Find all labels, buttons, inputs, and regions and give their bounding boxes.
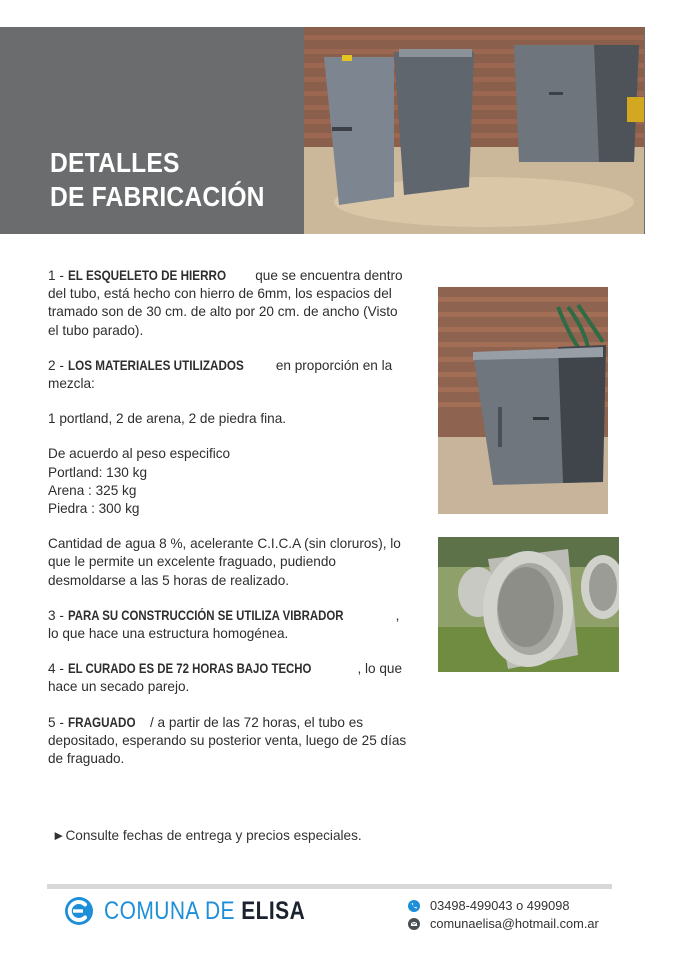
brand-logo xyxy=(64,894,343,928)
title-line-1: DETALLES xyxy=(50,147,180,178)
email-icon xyxy=(408,918,420,930)
email-address[interactable]: comunaelisa@hotmail.com.ar xyxy=(430,916,599,931)
contact-info xyxy=(408,897,599,933)
paragraph-setting: 5 - FRAGUADO / a partir de las 72 horas, el tubo es depositado, esperando su posterior venta, luego de 25 días de fraguado. xyxy=(48,714,407,767)
title-line-2: DE FABRICACIÓN xyxy=(50,181,265,212)
paragraph-skeleton: 1 - EL ESQUELETO DE HIERRO que se encuentra dentro del tubo, está hecho con hierro de 6mm, los espacios del tramado son de 30 cm. de alto por 20 cm. de ancho (Visto el tubo parado). xyxy=(48,268,403,338)
phone-icon xyxy=(408,900,420,912)
finished-tubes-photo xyxy=(438,537,619,672)
body-text xyxy=(48,267,408,785)
footer-divider xyxy=(47,884,612,889)
paragraph-curing: 4 - EL CURADO ES DE 72 HORAS BAJO TECHO , lo que hace un secado parejo. xyxy=(48,661,403,695)
mold-single-photo xyxy=(438,287,608,514)
page-title xyxy=(50,146,265,214)
molds-photo xyxy=(304,27,644,234)
paragraph-proportion: 1 portland, 2 de arena, 2 de piedra fina. xyxy=(48,411,287,427)
paragraph-water: Cantidad de agua 8 %, acelerante C.I.C.A (sin cloruros), lo que le permite un excelente fraguado, pudiendo desmoldarse a las 5 horas de realizado. xyxy=(48,536,401,588)
phone-number: 03498-499043 o 499098 xyxy=(430,898,570,913)
note-text: ►Consulte fechas de entrega y precios especiales. xyxy=(52,828,362,843)
phone-row xyxy=(408,897,599,915)
comuna-logo-icon xyxy=(64,896,94,926)
email-row xyxy=(408,915,599,933)
brand-name: COMUNA DE ELISA xyxy=(104,896,306,925)
paragraph-weights: De acuerdo al peso especifico Portland: 130 kg Arena : 325 kg Piedra : 300 kg xyxy=(48,446,231,517)
paragraph-materials: 2 - LOS MATERIALES UTILIZADOS en proporción en la mezcla: xyxy=(48,357,393,392)
paragraph-vibrator: 3 - PARA SU CONSTRUCCIÓN SE UTILIZA VIBRADOR , lo que hace una estructura homogénea. xyxy=(48,607,400,642)
